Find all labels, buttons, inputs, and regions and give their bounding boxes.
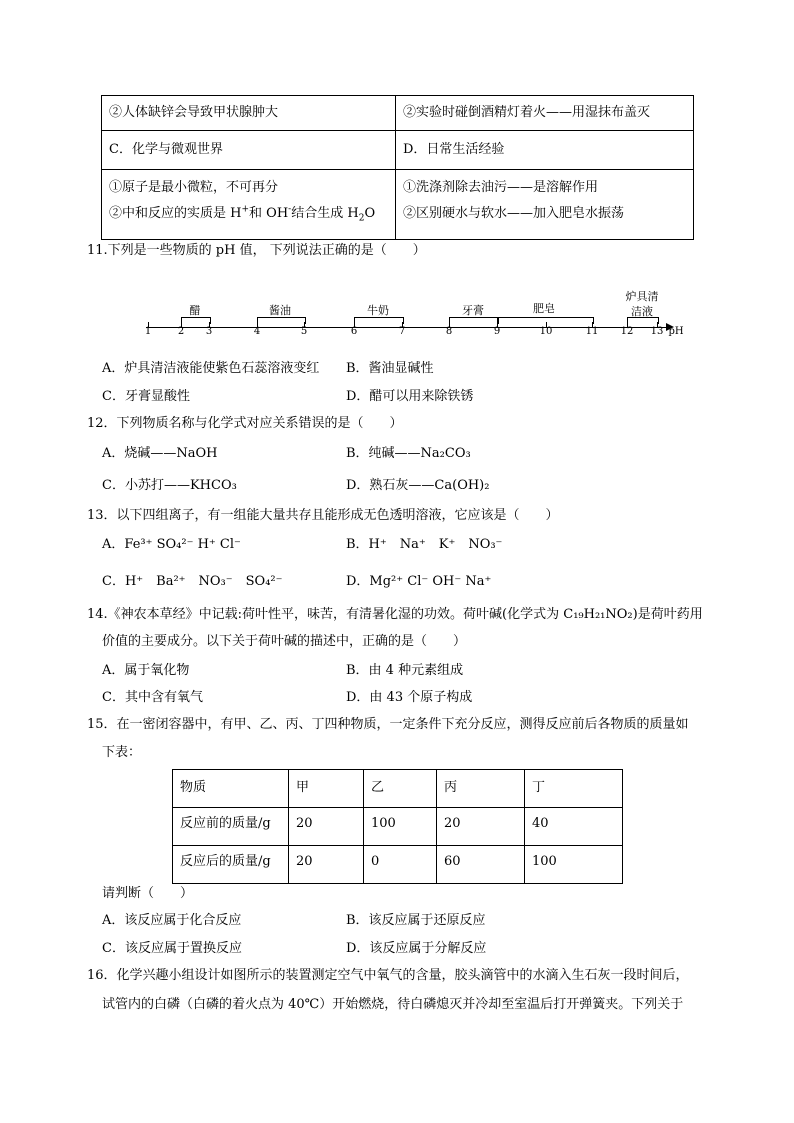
q13-stem: 13．以下四组离子，有一组能大量共存且能形成无色透明溶液，它应该是（ ） xyxy=(87,508,559,523)
substance-label: 炉具清 xyxy=(625,290,659,303)
table-cell: 100 xyxy=(371,816,396,831)
mass-table xyxy=(172,769,623,884)
ph-tick-label: 9 xyxy=(493,326,501,337)
q14-stem: 14.《神农本草经》中记载:荷叶性平，味苦，有清暑化湿的功效。荷叶碱(化学式为 C₁₉H₂₁NO₂)是荷叶药用 xyxy=(87,607,703,622)
ph-tick-label: 11 xyxy=(585,326,599,337)
table-header-cell: 乙 xyxy=(371,780,385,795)
comparison-table xyxy=(101,95,694,240)
option-a: A．属于氧化物 xyxy=(102,663,190,678)
option-d: D．熟石灰——Ca(OH)₂ xyxy=(346,478,490,493)
table-header-cell: 甲 xyxy=(296,780,310,795)
option-a: A．烧碱——NaOH xyxy=(102,446,218,461)
ph-unit-label: pH xyxy=(668,326,684,337)
option-b: B．该反应属于还原反应 xyxy=(346,913,486,928)
ph-tick-label: 4 xyxy=(253,326,261,337)
range-bracket xyxy=(354,317,404,324)
table-cell: ②实验时碰倒酒精灯着火——用湿抹布盖灭 xyxy=(403,105,651,120)
table-row-divider xyxy=(102,169,693,170)
range-bracket xyxy=(449,317,499,324)
option-d: D．由 43 个原子构成 xyxy=(346,690,473,705)
ph-tick-label: 10 xyxy=(539,326,553,337)
table-row-divider xyxy=(102,130,693,131)
subscript: 2 xyxy=(358,213,365,224)
table-divider xyxy=(288,770,289,883)
option-a: A．Fe³⁺ SO₄²⁻ H⁺ Cl⁻ xyxy=(102,537,241,552)
range-bracket xyxy=(181,317,211,324)
option-c: C．该反应属于置换反应 xyxy=(102,941,242,956)
table-divider xyxy=(436,770,437,883)
option-c: C．小苏打——KHCO₃ xyxy=(102,478,237,493)
option-b: B．H⁺ Na⁺ K⁺ NO₃⁻ xyxy=(346,537,503,552)
q16-stem: 16．化学兴趣小组设计如图所示的装置测定空气中氧气的含量，胶头滴管中的水滴入生石灰一段时间后， xyxy=(87,968,689,983)
table-row-divider xyxy=(173,845,622,846)
cell-text: 结合生成 H xyxy=(291,206,359,221)
table-cell: ②人体缺锌会导致甲状腺肿大 xyxy=(109,105,279,120)
table-cell: 60 xyxy=(444,854,461,869)
ph-tick-label: 1 xyxy=(144,326,152,337)
table-cell: 0 xyxy=(371,854,380,869)
option-c: C．牙膏显酸性 xyxy=(102,389,190,404)
table-header-cell: 物质 xyxy=(180,780,207,795)
range-bracket xyxy=(257,317,306,324)
ph-tick-label: 8 xyxy=(445,326,453,337)
table-cell: 反应前的质量/g xyxy=(180,816,271,831)
table-cell: 20 xyxy=(444,816,461,831)
ph-tick-label: 13 xyxy=(650,326,664,337)
table-cell: 20 xyxy=(296,816,313,831)
superscript: + xyxy=(241,204,250,215)
substance-label: 牛奶 xyxy=(367,304,389,317)
table-cell: ①原子是最小微粒，不可再分 xyxy=(109,180,279,195)
q15-stem: 下表： xyxy=(102,745,142,760)
substance-label: 牙膏 xyxy=(462,304,484,317)
option-b: B．酱油显碱性 xyxy=(346,361,434,376)
table-row-divider xyxy=(173,807,622,808)
option-b: B．纯碱——Na₂CO₃ xyxy=(346,446,471,461)
substance-label: 洁液 xyxy=(631,305,653,318)
q16-stem: 试管内的白磷（白磷的着火点为 40℃）开始燃烧，待白磷熄灭并冷却至室温后打开弹簧夹。下列关于 xyxy=(102,997,684,1012)
q12-stem: 12．下列物质名称与化学式对应关系错误的是（ ） xyxy=(87,416,403,431)
ph-tick-label: 2 xyxy=(177,326,185,337)
q15-judge: 请判断（ ） xyxy=(102,886,194,901)
ph-tick-label: 5 xyxy=(300,326,308,337)
option-d: D．醋可以用来除铁锈 xyxy=(346,389,474,404)
table-cell: ②区别硬水与软水——加入肥皂水振荡 xyxy=(403,206,625,221)
option-a: A．该反应属于化合反应 xyxy=(102,913,242,928)
option-a: A．炉具清洁液能使紫色石蕊溶液变红 xyxy=(102,361,320,376)
table-cell: 100 xyxy=(532,854,557,869)
q15-stem: 15．在一密闭容器中，有甲、乙、丙、丁四种物质，一定条件下充分反应，测得反应前后各物质的质量如 xyxy=(87,717,689,732)
ph-tick-label: 6 xyxy=(350,326,358,337)
superscript: - xyxy=(288,204,292,215)
q14-stem: 价值的主要成分。以下关于荷叶碱的描述中，正确的是（ ） xyxy=(102,634,467,649)
option-d: D．Mg²⁺ Cl⁻ OH⁻ Na⁺ xyxy=(346,574,492,589)
table-header-cell: 丙 xyxy=(444,780,458,795)
table-cell: D．日常生活经验 xyxy=(403,142,505,157)
option-b: B．由 4 种元素组成 xyxy=(346,663,464,678)
cell-text: O xyxy=(364,206,376,221)
ph-tick-label: 12 xyxy=(620,326,634,337)
table-cell: 40 xyxy=(532,816,549,831)
table-divider xyxy=(395,96,396,239)
table-cell: 反应后的质量/g xyxy=(180,854,271,869)
cell-text: ②中和反应的实质是 H xyxy=(109,206,242,221)
range-bracket xyxy=(627,317,659,324)
option-c: C．H⁺ Ba²⁺ NO₃⁻ SO₄²⁻ xyxy=(102,574,283,589)
table-header-cell: 丁 xyxy=(532,780,546,795)
substance-label: 肥皂 xyxy=(533,302,555,315)
ph-tick-label: 3 xyxy=(205,326,213,337)
option-c: C．其中含有氧气 xyxy=(102,690,203,705)
substance-label: 醋 xyxy=(189,304,201,317)
cell-text: 和 OH xyxy=(249,206,289,221)
option-d: D．该反应属于分解反应 xyxy=(346,941,487,956)
table-cell: ①洗涤剂除去油污——是溶解作用 xyxy=(403,180,599,195)
ph-tick-label: 7 xyxy=(398,326,406,337)
substance-label: 酱油 xyxy=(269,304,291,317)
table-cell xyxy=(109,206,375,222)
table-divider xyxy=(363,770,364,883)
q11-stem: 11.下列是一些物质的 pH 值， 下列说法正确的是（ ） xyxy=(87,243,426,258)
table-cell: C．化学与微观世界 xyxy=(109,142,223,157)
table-divider xyxy=(524,770,525,883)
range-bracket xyxy=(497,317,594,324)
table-cell: 20 xyxy=(296,854,313,869)
